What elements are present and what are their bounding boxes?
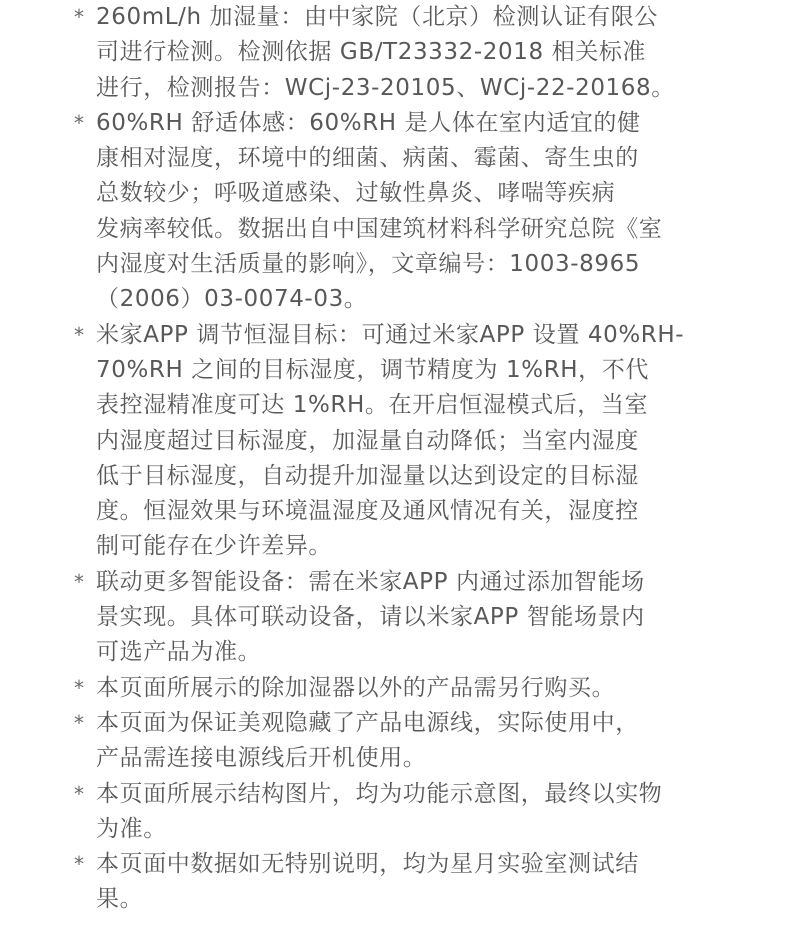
note-item [0, 706, 720, 777]
asterisk-bullet-icon: * [74, 852, 85, 877]
asterisk-bullet-icon: * [74, 710, 85, 735]
note-text-line: 内湿度超过目标湿度，加湿量自动降低；当室内湿度 [96, 427, 639, 454]
note-text-line: 联动更多智能设备：需在米家APP 内通过添加智能场 [96, 568, 645, 595]
note-text-line: 果。 [96, 886, 144, 913]
note-text-line: 制可能存在少许差异。 [96, 533, 332, 560]
note-text-line: 260mL/h 加湿量：由中家院（北京）检测认证有限公 [96, 4, 658, 30]
asterisk-bullet-icon: * [74, 675, 85, 700]
note-text-line: 进行，检测报告：WCj-23-20105、WCj-22-20168。 [96, 74, 675, 101]
note-item [0, 0, 720, 106]
note-text-line: 为准。 [96, 815, 167, 842]
note-text-line: 60%RH 舒适体感：60%RH 是人体在室内适宜的健 [96, 109, 641, 136]
note-text-line: （2006）03-0074-03。 [96, 286, 368, 313]
note-text-line: 本页面为保证美观隐藏了产品电源线，实际使用中， [96, 709, 639, 736]
note-item [0, 671, 720, 706]
note-item [0, 777, 720, 848]
note-text-line: 可选产品为准。 [96, 639, 262, 666]
note-text-line: 内湿度对生活质量的影响》，文章编号：1003-8965 [96, 251, 641, 278]
note-text-line: 康相对湿度，环境中的细菌、病菌、霉菌、寄生虫的 [96, 145, 639, 172]
note-text-line: 低于目标湿度，自动提升加湿量以达到设定的目标湿 [96, 462, 639, 489]
note-text-line: 本页面所展示的除加湿器以外的产品需另行购买。 [96, 674, 616, 701]
note-text-line: 米家APP 调节恒湿目标：可通过米家APP 设置 40%RH- [96, 321, 685, 348]
asterisk-bullet-icon: * [74, 781, 85, 806]
note-item [0, 106, 720, 318]
note-item [0, 847, 720, 918]
note-text-line: 司进行检测。检测依据 GB/T23332-2018 相关标准 [96, 39, 647, 66]
note-text-line: 表控湿精准度可达 1%RH。在开启恒湿模式后，当室 [96, 392, 649, 419]
note-text-line: 总数较少；呼吸道感染、过敏性鼻炎、哮喘等疾病 [96, 180, 616, 207]
note-text-line: 景实现。具体可联动设备，请以米家APP 智能场景内 [96, 604, 645, 631]
note-text-line: 70%RH 之间的目标湿度，调节精度为 1%RH，不代 [96, 356, 649, 383]
note-text-line: 发病率较低。数据出自中国建筑材料科学研究总院《室 [96, 215, 663, 242]
note-text-line: 度。恒湿效果与环境温湿度及通风情况有关，湿度控 [96, 498, 639, 525]
note-item [0, 318, 720, 565]
asterisk-bullet-icon: * [74, 5, 85, 29]
note-text-line: 产品需连接电源线后开机使用。 [96, 745, 427, 772]
asterisk-bullet-icon: * [74, 110, 85, 135]
asterisk-bullet-icon: * [74, 322, 85, 347]
note-item [0, 565, 720, 671]
note-text-line: 本页面中数据如无特别说明，均为星月实验室测试结 [96, 851, 639, 878]
asterisk-bullet-icon: * [74, 569, 85, 594]
note-text-line: 本页面所展示结构图片，均为功能示意图，最终以实物 [96, 780, 663, 807]
